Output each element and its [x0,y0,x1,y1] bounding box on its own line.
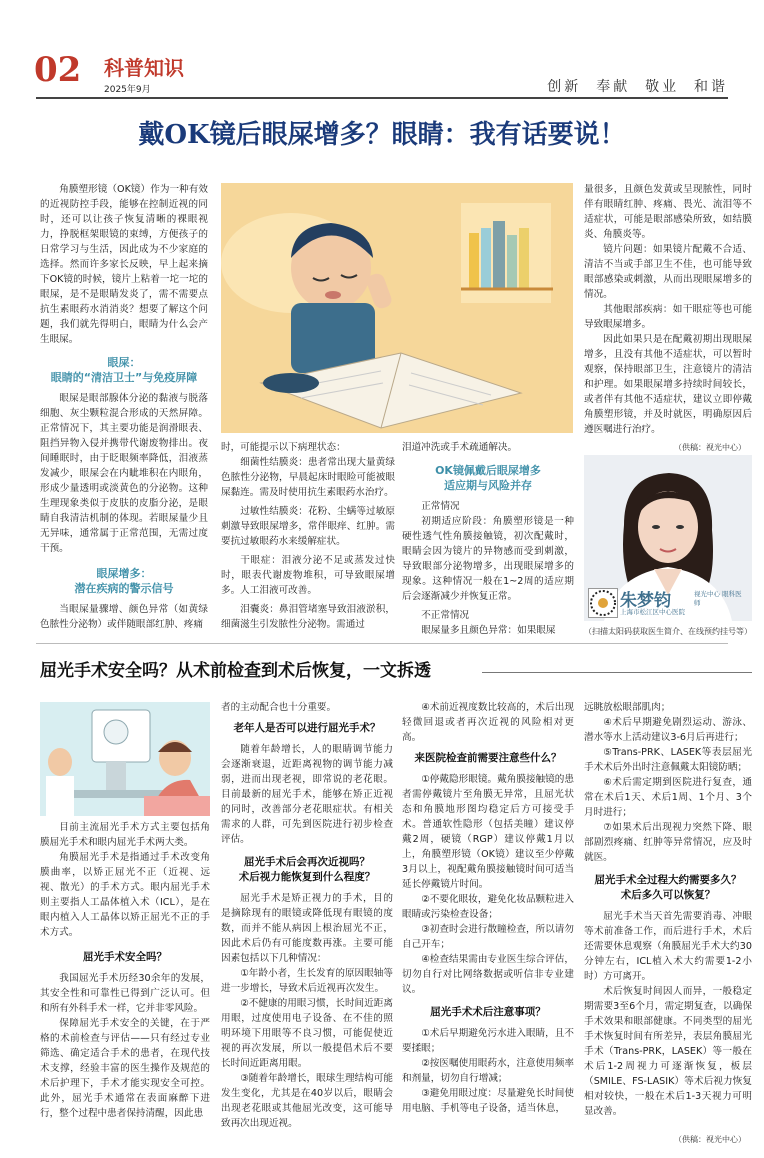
article2-col4-p1: 远眺放松眼部肌肉； [584,702,671,713]
article2-title-rule [482,672,752,673]
article2-col4-heading-b: 术后多久可以恢复？ [620,889,716,901]
article2-col3-p2: ①停戴隐形眼镜。戴角膜接触镜的患者需停戴镜片至角膜无异常，且屈光状态和角膜地形图均稳定后方可接受手术。普通软性隐形（包括美瞳）建议停戴2周，硬镜（RGP）建议停戴1月以上，角膜塑形镜（OK镜）建议至少停戴3月以上，视配戴角膜接触镜时间可适当延长停戴镜片时间。 [402,774,574,890]
article1-col4-p3: 其他眼部疾病：如干眼症等也可能导致眼屎增多。 [584,304,752,330]
article2-col3-heading2: 屈光手术术后注意事项？ [430,1006,546,1018]
article1-col3 [402,440,574,638]
illustration-child-rubbing-eyes [221,183,573,433]
article2-col2-p6: ③随着年龄增长，眼球生理结构可能发生变化，尤其是在40岁以后，眼睛会出现老花眼或其他屈光改变，这可能导致再次出现近视。 [221,1073,393,1129]
article2-col2-p5: ②不健康的用眼习惯，长时间近距离用眼，过度使用电子设备、在不佳的照明环境下用眼等不良习惯，可能促使近视的再次发展，所以一般提倡术后不要长时间近距离用眼。 [221,998,393,1069]
article2-col1-p4: 保障屈光手术安全的关键，在于严格的术前检查与评估——只有经过专业筛选、确定适合手术的患者，在现代技术支撑，经验丰富的医生操作及规范的术后护理下，手术才能实现安全可控。此外，屈光手术通常在表面麻醉下进行，整个过程中患者保持清醒，因此患 [40,1018,210,1119]
article2-col4-p6: 屈光手术当天首先需要消毒、冲眼等术前准备工作，而后进行手术，术后还需要休息观察（角膜屈光手术大约30分钟左右，ICL植入术大约需要1-2小时）方可离开。 [584,911,752,982]
article2-col3-p5: ④检查结果需由专业医生综合评估，切勿自行对比网络数据或听信非专业建议。 [402,954,574,995]
article2-col1 [40,820,210,1121]
article1-col2 [221,440,395,632]
article2-col3 [402,700,574,1116]
article2-col2-p1: 者的主动配合也十分重要。 [221,702,337,713]
article1-col3-p5: 眼屎量多且颜色异常：如果眼屎 [421,625,556,636]
article1-col2-p4: 干眼症：泪液分泌不足或蒸发过快时，眼表代谢废物堆积，可导致眼屎增多。人工泪液可改善。 [221,555,395,596]
article1-col3-p4: 不正常情况 [421,610,470,621]
article1-col3-p3: 初期适应阶段：角膜塑形镜是一种硬性透气性角膜接触镜，初次配戴时，眼睛会因为镜片的异物感而受到刺激，导致眼部分泌物增多，出现眼屎增多的现象。这种情况一般在1~2周的适应期后会逐渐减少并恢复正常。 [402,516,574,602]
article2-col4-p3: ⑤Trans-PRK、LASEK等表层屈光手术术后外出时注意佩戴太阳镜防晒； [584,747,752,773]
article1-heading1a: 眼屎： [107,356,141,369]
article1-intro: 角膜塑形镜（OK镜）作为一种有效的近视防控手段，能够在控制近视的同时，还可以让孩子恢复清晰的裸眼视力，挣脱框架眼镜的束缚，方便孩子的日常学习与生活，因此成为不少家庭的选择。然而许多家长反映，早上起来摘下OK镜的时候，镜片上粘着一坨一坨的眼屎，是不是眼睛发炎了，需不需要点抗生素眼药水消消炎？想要了解这个问题，我们就先得明白，眼睛为什么会产生眼屎。 [40,184,208,345]
article2-col3-p3: ②不要化眼妆，避免化妆品颗粒进入眼睛或污染检查设备； [402,894,574,920]
article2-source: （供稿：视光中心） [674,1135,746,1144]
doctor-hospital: 上海市松江区中心医院 [620,608,685,616]
article1-col1 [40,182,208,632]
article1-col4-p1: 量很多，且颜色发黄或呈现脓性，同时伴有眼睛红肿、疼痛、畏光、流泪等不适症状，可能是眼部感染所致，如结膜炎、角膜炎等。 [584,184,752,240]
qr-code[interactable] [588,588,618,618]
article2-col3-p8: ③避免用眼过度：尽量避免长时间使用电脑、手机等电子设备，适当休息， [402,1088,574,1114]
article1-col3-heading-a: OK镜佩戴后眼屎增多 [435,464,541,477]
article2-col1-heading: 屈光手术安全吗？ [83,951,167,963]
article1-heading2b: 潜在疾病的警示信号 [74,582,174,595]
article1-col2-p5: 泪囊炎：鼻泪管堵塞导致泪液淤积，细菌滋生引发脓性分泌物。需通过 [221,604,395,630]
section-title: 科普知识 [104,56,184,80]
article1-heading2a: 眼屎增多： [96,567,152,580]
article1-col2-p2: 细菌性结膜炎：患者常出现大量黄绿色脓性分泌物，早晨起床时眼睑可能被眼屎黏连。需及时使用抗生素眼药水治疗。 [221,457,395,498]
article2-col3-p7: ②按医嘱使用眼药水，注意使用频率和剂量，切勿自行增减； [402,1058,574,1084]
doctor-dept: 视光中心 眼科医师 [694,590,742,607]
article2-title: 屈光手术安全吗？从术前检查到术后恢复，一文拆透 [40,661,431,681]
article2-col4-heading-a: 屈光手术全过程大约需要多久？ [594,874,742,886]
article2-col1-p3: 我国屈光手术历经30余年的发展，其安全性和可靠性已得到广泛认可。但和所有外科手术一样，它并非零风险。 [40,973,210,1014]
article1-col4-p4: 因此如果只是在配戴初期出现眼屎增多，且没有其他不适症状，可以暂时观察，保持眼部卫生，注意镜片的清洁和护理。如果眼屎增多持续时间较长，或者伴有其他不适症状，建议立即停戴角膜塑形镜，并及时就医，明确原因后遵医嘱进行治疗。 [584,334,752,435]
article2-col3-p1: ④术前近视度数比较高的，术后出现轻微回退或者再次近视的风险相对更高。 [402,702,574,743]
article1-source: （供稿：视光中心） [674,443,746,452]
article1-col3-p2: 正常情况 [421,501,460,512]
article1-col1-p2: 当眼屎量骤增、颜色异常（如黄绿色脓性分泌物）或伴随眼部红肿、疼痛 [40,604,208,630]
article1-col2-p3: 过敏性结膜炎：花粉、尘螨等过敏原刺激导致眼屎增多，常伴眼痒、红肿。需要抗过敏眼药水来缓解症状。 [221,506,395,547]
illustration-eye-exam [40,702,210,816]
article2-col4 [584,700,752,1119]
article2-col3-heading1: 来医院检查前需要注意些什么？ [414,752,562,764]
article2-col2-heading2a: 屈光手术后会再次近视吗？ [244,856,370,868]
article2-col2-p4: ①年龄小者，生长发育的原因眼轴等进一步增长，导致术后近视再次发生。 [221,968,393,994]
article2-col2-heading2b: 术后视力能恢复到什么程度？ [238,871,376,883]
article2-col2-p2: 随着年龄增长，人的眼睛调节能力会逐渐衰退，近距离视物的调节能力减弱，进而出现老视，即常说的老花眼。目前最新的屈光手术，能够在矫正近视的同时，改善部分老花眼症状。有相关需求的人群，可先到医院进行初步检查评估。 [221,744,393,845]
article1-col4-p2: 镜片问题：如果镜片配戴不合适、清洁不当或手部卫生不佳，也可能导致眼部感染或刺激，从而出现眼屎增多的情况。 [584,244,752,300]
article1-col3-heading-b: 适应期与风险并存 [444,479,532,492]
article1-title: 戴OK镜后眼屎增多？眼睛：我有话要说！ [138,120,626,150]
article-divider [36,643,728,644]
article1-col2-p1: 时，可能提示以下病理状态： [221,442,346,453]
header-divider [36,97,728,99]
article2-col4-p2: ④术后早期避免剧烈运动、游泳、潜水等水上活动建议3-6月后再进行； [584,717,752,743]
article2-col4-p5: ⑦如果术后出现视力突然下降、眼部剧烈疼痛、红肿等异常情况，应及时就医。 [584,822,752,863]
doctor-name: 朱梦钧 [620,591,671,611]
article1-col4 [584,182,752,437]
article2-col1-p2: 角膜屈光手术是指通过手术改变角膜曲率，以矫正屈光不正（近视、远视、散光）的手术方式。眼内屈光手术则主要指人工晶体植入术（ICL），是在眼内植入人工晶体以矫正屈光不正的手术方式。 [40,852,210,938]
article1-heading1b: 眼睛的“清洁卫士”与免疫屏障 [50,371,198,384]
issue-date: 2025年9月 [104,85,151,95]
doctor-caption: （扫描太阳码获取医生简介、在线预约挂号等） [584,627,752,636]
article2-col2-p3: 屈光手术是矫正视力的手术，目的是摘除现有的眼镜或降低现有眼镜的度数，而并不能从病因上根治屈光不正，因此术后仍有可能度数再涨。主要可能因素包括以下几种情况： [221,893,393,964]
motto: 创新 奉献 敬业 和谐 [547,79,728,95]
article2-col4-p7: 术后恢复时间因人而异，一般稳定期需要3至6个月，需定期复查，以确保手术效果和眼部健康。不同类型的屈光手术恢复时间有所差异，表层角膜屈光手术（Trans-PRK，LASEK）等一般在术后1-2周视力可逐渐恢复，板层（SMILE、FS-LASIK）等术后视力恢复相对较快，一般在术后1-3天视力可明显改善。 [584,986,752,1117]
article2-col1-p1: 目前主流屈光手术方式主要包括角膜屈光手术和眼内屈光手术两大类。 [40,822,210,848]
article2-col3-p6: ①术后早期避免污水进入眼睛，且不要揉眼； [402,1028,574,1054]
article1-col1-p1: 眼屎是眼部腺体分泌的黏液与脱落细胞、灰尘颗粒混合形成的天然屏障。正常情况下，其主要功能是润滑眼表、阻挡异物入侵并携带代谢废物排出。夜间睡眠时，由于眨眼频率降低，泪液蒸发减少，眼屎会在内眦堆积在内眼角，形成少量透明或淡黄色的分泌物。这种生理现象类似于皮肤的皮脂分泌，是眼睛自我清洁机制的体现。若眼屎量少且无异味，通常属于正常范围，无需过度干预。 [40,393,208,554]
article1-col3-p1: 泪道冲洗或手术疏通解决。 [402,442,518,453]
article2-col2-heading1: 老年人是否可以进行屈光手术？ [233,722,381,734]
article2-col3-p4: ③初查时会进行散瞳检查，所以请勿自己开车； [402,924,574,950]
page-number: 02 [34,50,82,90]
article2-col4-p4: ⑥术后需定期到医院进行复查，通常在术后1天、术后1周、1个月、3个月时进行； [584,777,752,818]
article2-col2 [221,700,393,1131]
